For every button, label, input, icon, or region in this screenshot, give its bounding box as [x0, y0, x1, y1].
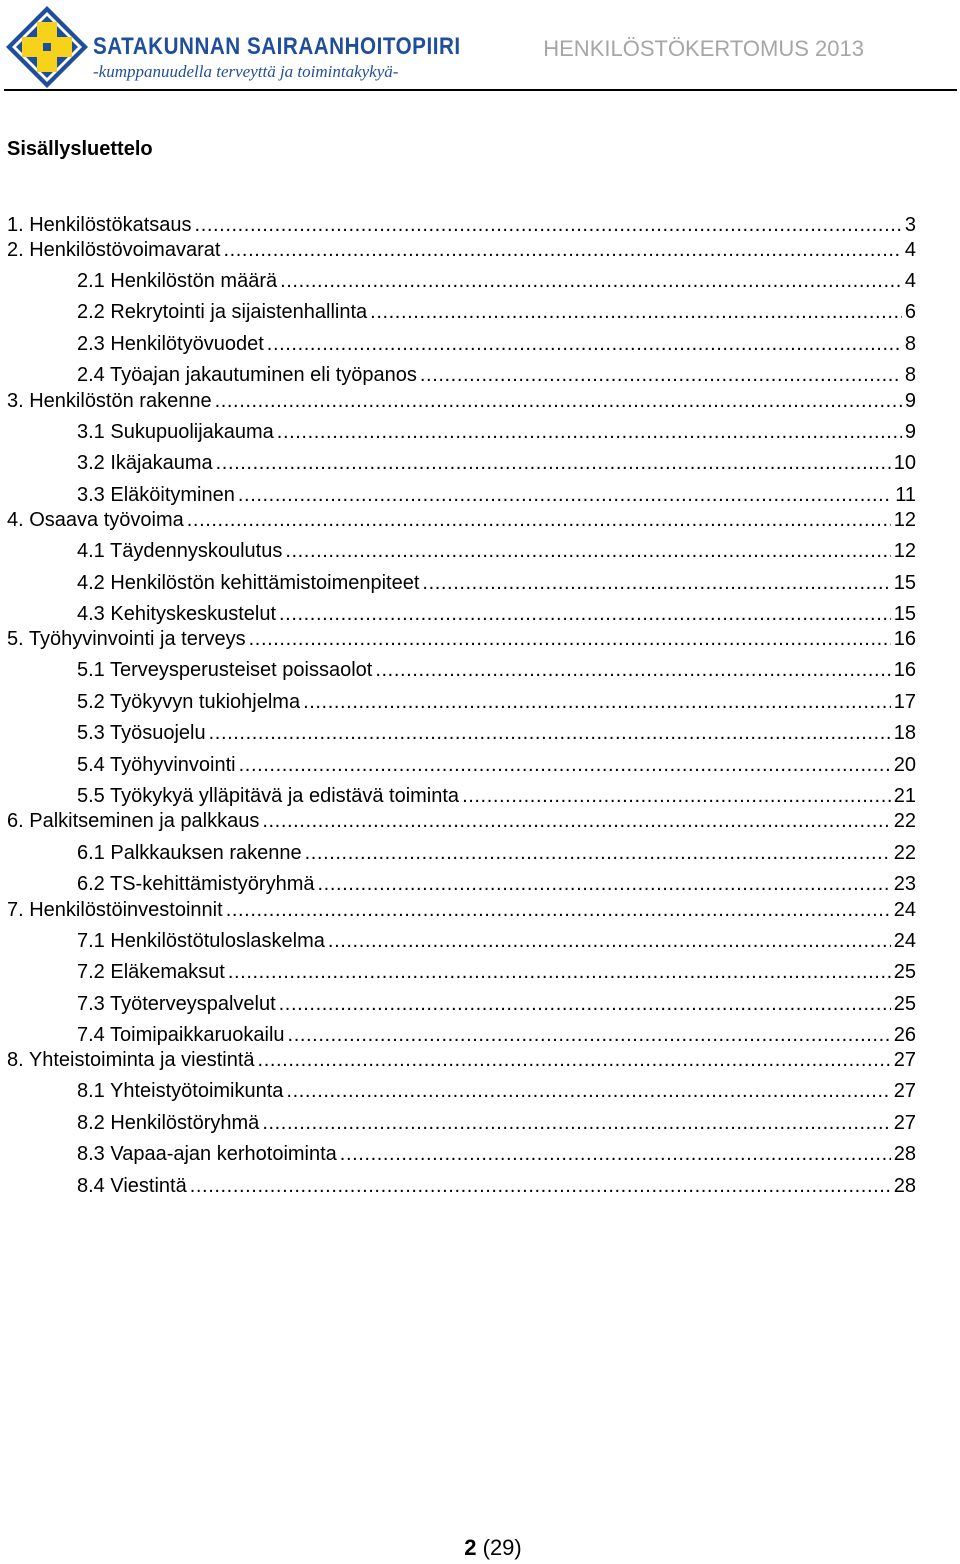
toc-dot-leader: [223, 237, 901, 263]
toc-dot-leader: [462, 783, 891, 809]
toc-entry-title: 5.1 Terveysperusteiset poissaolot: [77, 659, 373, 681]
toc-dot-leader: [209, 720, 891, 746]
toc-dot-leader: [216, 450, 891, 476]
toc-entry-title: 2.4 Työajan jakautuminen eli työpanos: [77, 364, 417, 386]
toc-entry-page: 16: [893, 659, 916, 681]
toc-dot-leader: [267, 331, 902, 357]
toc-entry[interactable]: [77, 657, 916, 683]
toc-entry-title: 7.3 Työterveyspalvelut: [77, 993, 276, 1015]
toc-entry[interactable]: [77, 928, 916, 954]
toc-entry-title: 3.1 Sukupuolijakauma: [77, 421, 274, 443]
toc-entry-page: 22: [893, 842, 916, 864]
page-footer: [0, 1535, 960, 1561]
toc-entry-page: 9: [904, 421, 916, 443]
toc-entry-page: 6: [904, 301, 916, 323]
toc-dot-leader: [328, 928, 891, 954]
toc-entry-page: 4: [904, 239, 916, 261]
toc-entry-page: 11: [895, 484, 916, 506]
toc-dot-leader: [195, 212, 902, 238]
toc-entry[interactable]: [77, 362, 916, 388]
toc-entry[interactable]: [7, 1047, 916, 1073]
toc-dot-leader: [239, 752, 891, 778]
toc-entry[interactable]: [77, 959, 916, 985]
toc-entry-page: 3: [904, 214, 916, 236]
toc-entry-title: 3.3 Eläköityminen: [77, 484, 235, 506]
page-number: 2: [464, 1535, 477, 1560]
toc-entry[interactable]: [77, 419, 916, 445]
toc-entry-title: 2.2 Rekrytointi ja sijaistenhallinta: [77, 301, 368, 323]
toc-entry-title: 3.2 Ikäjakauma: [77, 452, 213, 474]
toc-entry[interactable]: [77, 871, 916, 897]
toc-dot-leader: [277, 419, 902, 445]
toc-entry[interactable]: [77, 538, 916, 564]
toc-entry-title: 8.4 Viestintä: [77, 1175, 187, 1197]
page-total: (29): [482, 1535, 522, 1560]
header-divider: [4, 89, 957, 91]
toc-entry-page: 25: [893, 993, 916, 1015]
toc-entry[interactable]: [7, 388, 916, 414]
toc-entry[interactable]: [77, 601, 916, 627]
toc-entry[interactable]: [77, 783, 916, 809]
toc-entry-page: 4: [904, 270, 916, 292]
toc-entry-page: 16: [893, 628, 916, 650]
toc-entry[interactable]: [77, 482, 916, 508]
toc-entry[interactable]: [7, 237, 916, 263]
toc-dot-leader: [187, 507, 891, 533]
toc-dot-leader: [303, 689, 891, 715]
toc-entry-title: 4.2 Henkilöstön kehittämistoimenpiteet: [77, 572, 420, 594]
toc-entry[interactable]: [7, 897, 916, 923]
toc-entry-title: 7. Henkilöstöinvestoinnit: [7, 899, 223, 921]
toc-dot-leader: [228, 959, 891, 985]
toc-entry-page: 24: [893, 899, 916, 921]
toc-dot-leader: [279, 991, 891, 1017]
toc-entry-page: 12: [893, 540, 916, 562]
toc-entry-title: 5.5 Työkykyä ylläpitävä ja edistävä toiminta: [77, 785, 460, 807]
toc-entry-title: 5.3 Työsuojelu: [77, 722, 206, 744]
toc-entry-page: 15: [893, 572, 916, 594]
toc-entry[interactable]: [77, 570, 916, 596]
toc-entry-title: 5. Työhyvinvointi ja terveys: [7, 628, 246, 650]
toc-entry-page: 17: [893, 691, 916, 713]
toc-entry-title: 2.3 Henkilötyövuodet: [77, 333, 264, 355]
toc-entry[interactable]: [77, 840, 916, 866]
toc-entry[interactable]: [77, 1110, 916, 1136]
toc-entry-page: 15: [893, 603, 916, 625]
toc-dot-leader: [420, 362, 902, 388]
toc-entry[interactable]: [77, 331, 916, 357]
toc-entry[interactable]: [77, 299, 916, 325]
toc-entry-title: 5.2 Työkyvyn tukiohjelma: [77, 691, 301, 713]
toc-entry-title: 4.3 Kehityskeskustelut: [77, 603, 276, 625]
toc-entry-title: 7.4 Toimipaikkaruokailu: [77, 1024, 285, 1046]
toc-entry[interactable]: [7, 626, 916, 652]
toc-entry-title: 1. Henkilöstökatsaus: [7, 214, 192, 236]
toc-entry[interactable]: [77, 991, 916, 1017]
toc-entry-page: 21: [893, 785, 916, 807]
toc-entry-page: 8: [904, 333, 916, 355]
toc-entry-page: 26: [893, 1024, 916, 1046]
organization-name: SATAKUNNAN SAIRAANHOITOPIIRI: [93, 33, 461, 60]
toc-dot-leader: [370, 299, 902, 325]
toc-entry-title: 5.4 Työhyvinvointi: [77, 754, 236, 776]
toc-entry-title: 4. Osaava työvoima: [7, 509, 184, 531]
toc-entry-title: 7.1 Henkilöstötuloslaskelma: [77, 930, 325, 952]
toc-dot-leader: [422, 570, 890, 596]
toc-dot-leader: [305, 840, 891, 866]
toc-entry-title: 2. Henkilöstövoimavarat: [7, 239, 221, 261]
report-title: HENKILÖSTÖKERTOMUS 2013: [543, 36, 864, 61]
toc-dot-leader: [262, 808, 890, 834]
toc-entry-page: 18: [893, 722, 916, 744]
toc-dot-leader: [375, 657, 890, 683]
toc-dot-leader: [318, 871, 891, 897]
toc-entry-page: 27: [893, 1112, 916, 1134]
toc-dot-leader: [262, 1110, 890, 1136]
toc-entry[interactable]: [77, 450, 916, 476]
toc-entry-page: 20: [893, 754, 916, 776]
toc-entry-page: 27: [893, 1080, 916, 1102]
toc-entry-page: 22: [893, 810, 916, 832]
toc-entry-title: 8. Yhteistoiminta ja viestintä: [7, 1049, 255, 1071]
toc-entry[interactable]: [77, 268, 916, 294]
toc-entry-page: 28: [893, 1143, 916, 1165]
toc-entry-title: 7.2 Eläkemaksut: [77, 961, 225, 983]
toc-dot-leader: [226, 897, 891, 923]
toc-entry-title: 8.2 Henkilöstöryhmä: [77, 1112, 260, 1134]
toc-entry-title: 2.1 Henkilöstön määrä: [77, 270, 278, 292]
toc-entry-page: 28: [893, 1175, 916, 1197]
organization-slogan: -kumppanuudella terveyttä ja toimintakykyä-: [93, 62, 399, 81]
toc-dot-leader: [190, 1173, 891, 1199]
toc-entry-title: 3. Henkilöstön rakenne: [7, 390, 212, 412]
toc-dot-leader: [249, 626, 891, 652]
toc-entry-page: 12: [893, 509, 916, 531]
toc-entry-title: 6.1 Palkkauksen rakenne: [77, 842, 302, 864]
toc-entry-page: 23: [893, 873, 916, 895]
toc-dot-leader: [258, 1047, 891, 1073]
toc-dot-leader: [238, 482, 892, 508]
toc-entry[interactable]: [7, 212, 916, 238]
toc-entry[interactable]: [77, 1141, 916, 1167]
toc-dot-leader: [280, 268, 902, 294]
toc-entry-page: 27: [893, 1049, 916, 1071]
toc-dot-leader: [288, 1022, 891, 1048]
toc-dot-leader: [285, 538, 890, 564]
toc-entry-page: 9: [904, 390, 916, 412]
toc-entry-page: 10: [893, 452, 916, 474]
toc-entry-title: 4.1 Täydennyskoulutus: [77, 540, 283, 562]
toc-entry-page: 25: [893, 961, 916, 983]
toc-dot-leader: [279, 601, 891, 627]
page-header: [0, 0, 960, 92]
toc-entry-page: 24: [893, 930, 916, 952]
toc-entry-title: 6. Palkitseminen ja palkkaus: [7, 810, 260, 832]
toc-entry[interactable]: [7, 808, 916, 834]
toc-entry[interactable]: [77, 752, 916, 778]
toc-entry-title: 8.1 Yhteistyötoimikunta: [77, 1080, 284, 1102]
toc-entry-page: 8: [904, 364, 916, 386]
toc-entry-title: 8.3 Vapaa-ajan kerhotoiminta: [77, 1143, 337, 1165]
toc-entry[interactable]: [77, 1022, 916, 1048]
toc-entry[interactable]: [77, 689, 916, 715]
toc-entry[interactable]: [77, 720, 916, 746]
toc-dot-leader: [286, 1078, 890, 1104]
toc-entry[interactable]: [77, 1078, 916, 1104]
toc-entry-title: 6.2 TS-kehittämistyöryhmä: [77, 873, 315, 895]
toc-dot-leader: [215, 388, 902, 414]
toc-entry[interactable]: [77, 1173, 916, 1199]
toc-entry[interactable]: [7, 507, 916, 533]
toc-dot-leader: [340, 1141, 891, 1167]
toc-heading: Sisällysluettelo: [7, 138, 153, 160]
hospital-district-logo-icon: [4, 4, 90, 90]
